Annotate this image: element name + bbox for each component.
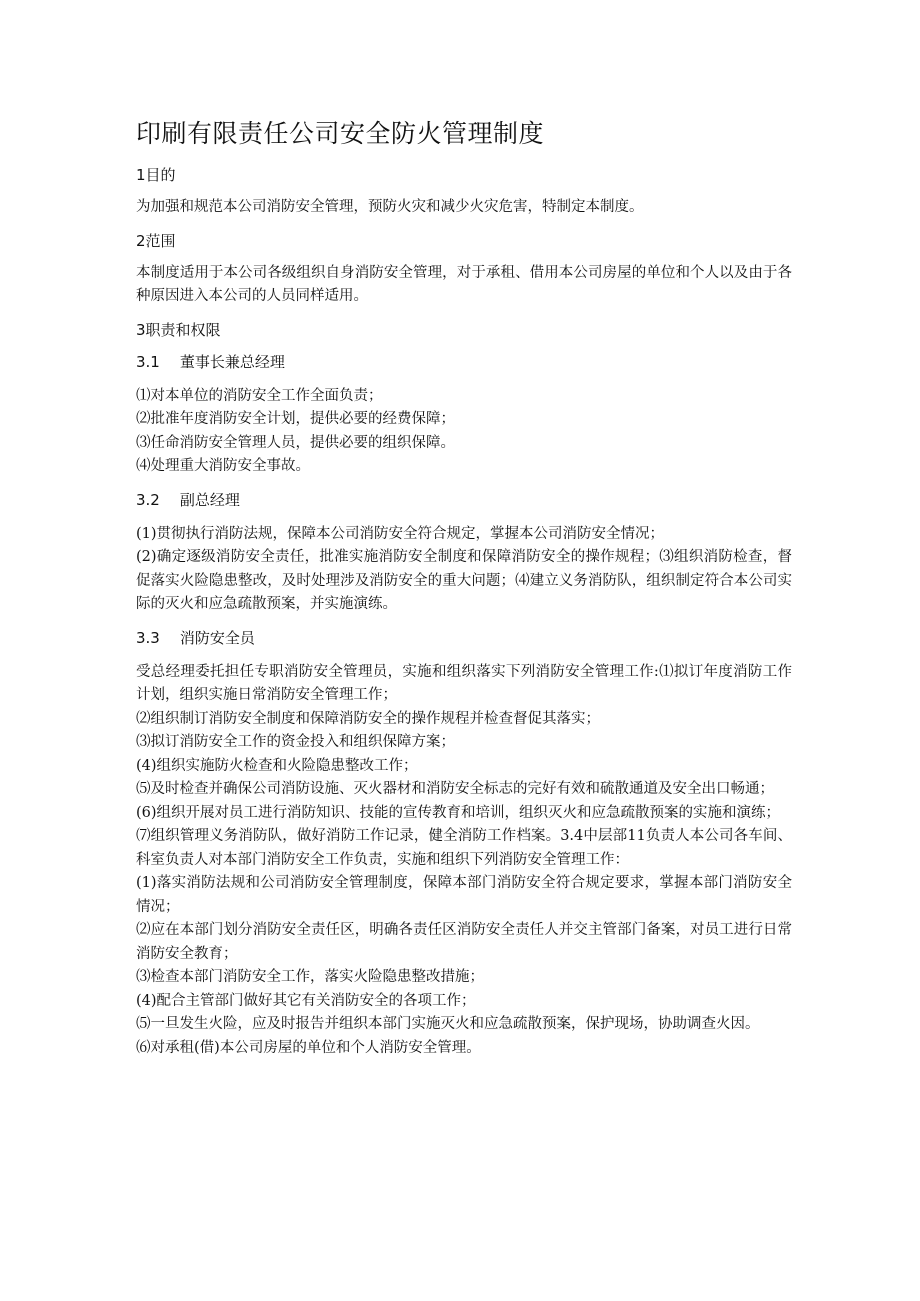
section-3-1-item: ⑶任命消防安全管理人员，提供必要的组织保障。 xyxy=(136,434,455,451)
section-1-heading: 1目的 xyxy=(136,166,176,184)
section-3-4-item: ⑵应在本部门划分消防安全责任区，明确各责任区消防安全责任人并交主管部门备案，对员工进行日常消防安全教育； xyxy=(136,922,792,962)
section-3-4-item: (1)落实消防法规和公司消防安全管理制度，保障本部门消防安全符合规定要求，掌握本部门消防安全情况； xyxy=(136,875,792,915)
section-3-3-item: (4)组织实施防火检查和火险隐患整改工作； xyxy=(136,757,418,774)
section-3-1-heading xyxy=(136,351,792,373)
section-2-text: 本制度适用于本公司各级组织自身消防安全管理，对于承租、借用本公司房屋的单位和个人以及由于各种原因进入本公司的人员同样适用。 xyxy=(136,264,792,304)
section-3-1-item: ⑷处理重大消防安全事故。 xyxy=(136,458,310,474)
section-3-3-item: ⑶拟订消防安全工作的资金投入和组织保障方案； xyxy=(136,734,455,750)
section-3-3-item: (6)组织开展对员工进行消防知识、技能的宣传教育和培训，组织灭火和应急疏散预案的实施和演练； xyxy=(136,804,781,821)
section-3-4-item: ⑶检查本部门消防安全工作，落实火险隐患整改措施； xyxy=(136,969,484,985)
section-3-4-item: ⑹对承租(借)本公司房屋的单位和个人消防安全管理。 xyxy=(136,1039,481,1056)
section-3-2-number: 3.2 xyxy=(136,490,160,509)
section-1-text: 为加强和规范本公司消防安全管理，预防火灾和减少火灾危害，特制定本制度。 xyxy=(136,199,644,215)
section-3-3-heading xyxy=(136,627,792,649)
section-3-1-item: ⑵批准年度消防安全计划，提供必要的经费保障； xyxy=(136,411,455,427)
section-3-3-item: ⑵组织制订消防安全制度和保障消防安全的操作规程并检查督促其落实； xyxy=(136,710,600,727)
document-page xyxy=(136,114,792,1060)
section-3-2-heading xyxy=(136,489,792,511)
section-3-3-title: 消防安全员 xyxy=(179,628,255,647)
section-2-heading: 2范围 xyxy=(136,231,176,250)
section-3-heading: 3职责和权限 xyxy=(136,320,221,339)
section-3-3-item: ⑸及时检查并确保公司消防设施、灭火器材和消防安全标志的完好有效和硫散通道及安全出口畅通； xyxy=(136,781,774,797)
section-3-4-item: (4)配合主管部门做好其它有关消防安全的各项工作； xyxy=(136,992,476,1009)
section-3-3-item: ⑺组织管理义务消防队，做好消防工作记录，健全消防工作档案。3.4中层部11负责人本公司各车间、科室负责人对本部门消防安全工作负责，实施和组织下列消防安全管理工作： xyxy=(136,828,792,868)
section-3-3-number: 3.3 xyxy=(136,628,160,647)
document-title: 印刷有限责任公司安全防火管理制度 xyxy=(136,119,545,148)
section-3-1-number: 3.1 xyxy=(136,352,160,371)
section-3-2-item: (2)确定逐级消防安全责任，批准实施消防安全制度和保障消防安全的操作规程；⑶组织消防检查，督促落实火险隐患整改，及时处理涉及消防安全的重大问题；⑷建立义务消防队，组织制定符合本公司实际的灭火和应急疏散预案，并实施演练。 xyxy=(136,549,792,612)
section-3-3-item: 受总经理委托担任专职消防安全管理员，实施和组织落实下列消防安全管理工作:⑴拟订年度消防工作计划，组织实施日常消防安全管理工作； xyxy=(136,663,792,703)
section-3-1-item: ⑴对本单位的消防安全工作全面负责； xyxy=(136,387,383,404)
section-3-1-title: 董事长兼总经理 xyxy=(179,352,285,371)
section-3-2-item: (1)贯彻执行消防法规，保障本公司消防安全符合规定，掌握本公司消防安全情况； xyxy=(136,525,665,542)
section-3-2-title: 副总经理 xyxy=(179,490,240,509)
section-3-4-item: ⑸一旦发生火险，应及时报告并组织本部门实施灭火和应急疏散预案，保护现场，协助调查火因。 xyxy=(136,1016,760,1032)
